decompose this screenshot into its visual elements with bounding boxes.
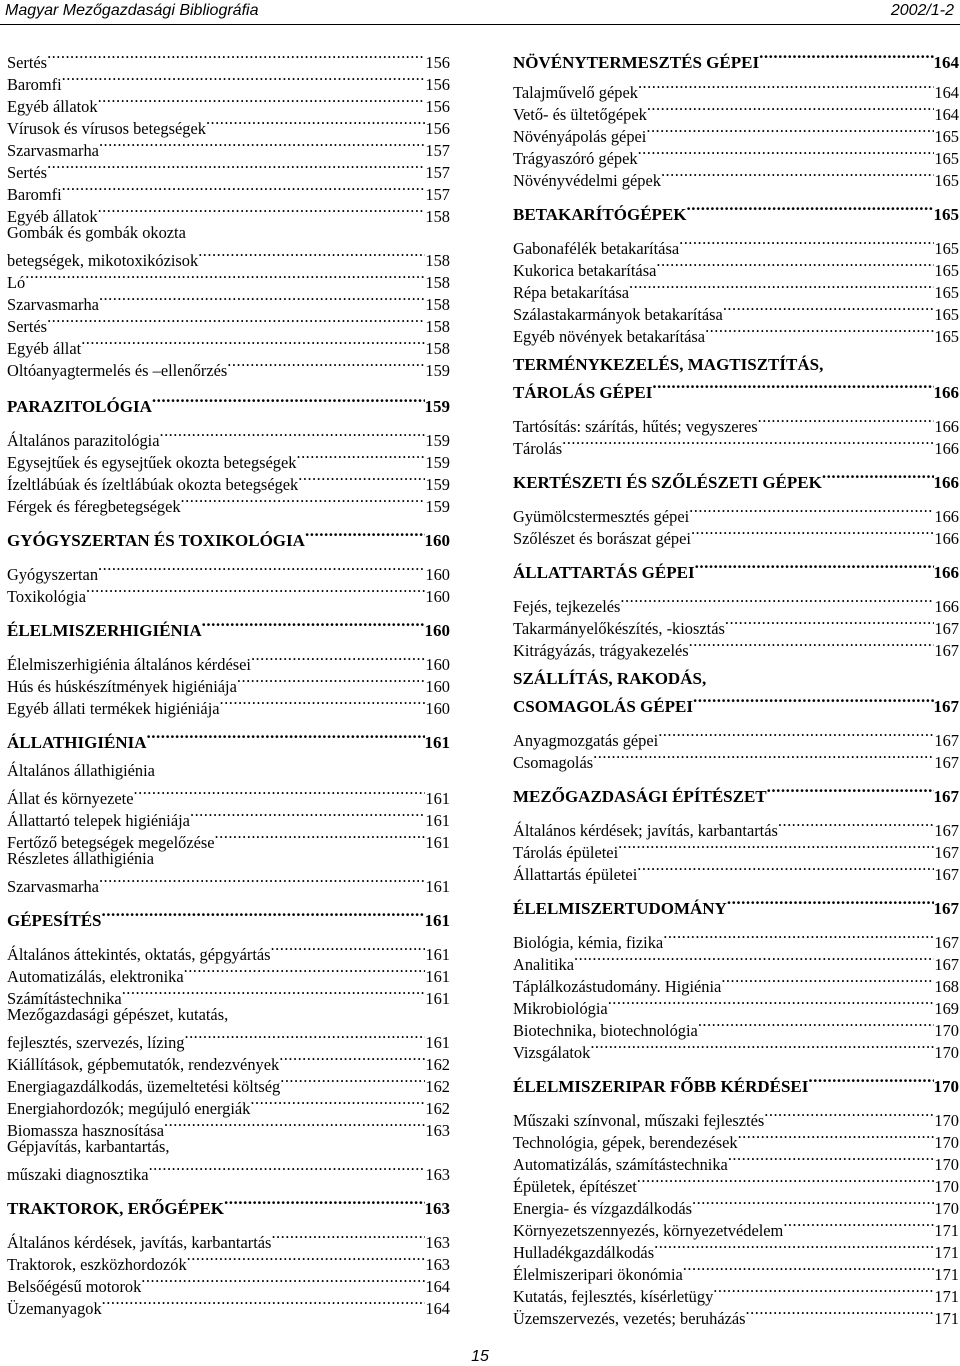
toc-entry: Energiagazdálkodás, üzemeltetési költség ..... 162 (7, 1070, 450, 1092)
toc-entry: Traktorok, eszközhordozók ..... 163 (7, 1248, 450, 1270)
toc-entry: Trágyaszóró gépek ..... 165 (513, 142, 959, 164)
toc-entry: Hús és húskészítmények higiéniája ..... 160 (7, 670, 450, 692)
toc-entry: Növényápolás gépei ..... 165 (513, 120, 959, 142)
toc-section-heading: PARAZITOLÓGIA ..... 159 (7, 390, 450, 412)
toc-entry: Sertés ..... 156 (7, 46, 450, 68)
toc-entry: Szarvasmarha ..... 161 (7, 870, 450, 892)
toc-entry: Férgek és féregbetegségek ..... 159 (7, 490, 450, 512)
toc-entry: Kitrágyázás, trágyakezelés ..... 167 (513, 634, 959, 656)
toc-entry: Sertés ..... 157 (7, 156, 450, 178)
toc-section-heading: ÉLELMISZERIPAR FŐBB KÉRDÉSEI ..... 170 (513, 1070, 959, 1092)
toc-entry: Analitika ..... 167 (513, 948, 959, 970)
toc-entry: műszaki diagnosztika ..... 163 (7, 1158, 450, 1180)
toc-entry: Biológia, kémia, fizika ..... 167 (513, 926, 959, 948)
toc-entry: betegségek, mikotoxikózisok ..... 158 (7, 244, 450, 266)
toc-section-heading: ÁLLATTARTÁS GÉPEI ..... 166 (513, 556, 959, 578)
toc-section-heading-line: SZÁLLÍTÁS, RAKODÁS, (513, 669, 707, 688)
toc-entry: Ízeltlábúak és ízeltlábúak okozta betegségek ..... 159 (7, 468, 450, 490)
toc-entry: Gyümölcstermesztés gépei ..... 166 (513, 500, 959, 522)
toc-entry: Általános kérdések; javítás, karbantartás ..... 167 (513, 814, 959, 836)
toc-entry: Ló ..... 158 (7, 266, 450, 288)
toc-entry: Tárolás ..... 166 (513, 432, 959, 454)
toc-section-heading: TRAKTOROK, ERŐGÉPEK ..... 163 (7, 1192, 450, 1214)
toc-entry: Takarmányelőkészítés, -kiosztás ..... 167 (513, 612, 959, 634)
toc-entry: Egyéb állati termékek higiéniája ..... 160 (7, 692, 450, 714)
toc-entry: Üzemszervezés, vezetés; beruházás ..... 171 (513, 1302, 959, 1324)
toc-entry: Növényvédelmi gépek ..... 165 (513, 164, 959, 186)
toc-entry: Vizsgálatok ..... 170 (513, 1036, 959, 1058)
toc-entry: Biomassza hasznosítása ..... 163 (7, 1114, 450, 1136)
toc-entry: Fertőző betegségek megelőzése ..... 161 (7, 826, 450, 848)
toc-section-heading: GÉPESÍTÉS ..... 161 (7, 904, 450, 926)
toc-entry: fejlesztés, szervezés, lízing ..... 161 (7, 1026, 450, 1048)
toc-entry: Oltóanyagtermelés és –ellenőrzés ..... 159 (7, 354, 450, 376)
toc-entry: Állattartás épületei ..... 167 (513, 858, 959, 880)
toc-column-left (7, 46, 450, 1318)
toc-entry: Egysejtűek és egysejtűek okozta betegségek ..... 159 (7, 446, 450, 468)
toc-entry: Szálastakarmányok betakarítása ..... 165 (513, 298, 959, 320)
toc-entry: Tartósítás: szárítás, hűtés; vegyszeres ..... 166 (513, 410, 959, 432)
issue-number: 2002/1-2 (890, 2, 954, 19)
toc-entry: Automatizálás, elektronika ..... 161 (7, 960, 450, 982)
toc-section-heading: ÉLELMISZERHIGIÉNIA ..... 160 (7, 614, 450, 636)
toc-entry: Belsőégésű motorok ..... 164 (7, 1270, 450, 1292)
toc-entry: Csomagolás ..... 167 (513, 746, 959, 768)
toc-entry: Kukorica betakarítása ..... 165 (513, 254, 959, 276)
header-rule (0, 24, 960, 25)
toc-entry: Energia- és vízgazdálkodás ..... 170 (513, 1192, 959, 1214)
toc-entry: Talajművelő gépek ..... 164 (513, 76, 959, 98)
toc-entry-line: Mezőgazdasági gépészet, kutatás, (7, 1005, 229, 1024)
toc-entry: Baromfi ..... 156 (7, 68, 450, 90)
toc-entry: Általános áttekintés, oktatás, gépgyártás ..... 161 (7, 938, 450, 960)
page-header (0, 0, 960, 30)
toc-entry: Kutatás, fejlesztés, kísérletügy ..... 171 (513, 1280, 959, 1302)
toc-entry: Állattartó telepek higiéniája ..... 161 (7, 804, 450, 826)
toc-entry: Szarvasmarha ..... 158 (7, 288, 450, 310)
toc-entry: Egyéb állat ..... 158 (7, 332, 450, 354)
toc-entry-line: Gombák és gombák okozta (7, 223, 186, 242)
toc-entry: Tárolás épületei ..... 167 (513, 836, 959, 858)
toc-entry: Vírusok és vírusos betegségek ..... 156 (7, 112, 450, 134)
toc-section-heading: MEZŐGAZDASÁGI ÉPÍTÉSZET ..... 167 (513, 780, 959, 802)
toc-entry-line: Gépjavítás, karbantartás, (7, 1137, 170, 1156)
toc-entry: Fejés, tejkezelés ..... 166 (513, 590, 959, 612)
toc-section-heading: ÉLELMISZERTUDOMÁNY ..... 167 (513, 892, 959, 914)
toc-entry: Általános kérdések, javítás, karbantartás ..... 163 (7, 1226, 450, 1248)
toc-entry: Vető- és ültetőgépek ..... 164 (513, 98, 959, 120)
toc-entry: Gabonafélék betakarítása ..... 165 (513, 232, 959, 254)
toc-section-heading: KERTÉSZETI ÉS SZŐLÉSZETI GÉPEK ..... 166 (513, 466, 959, 488)
toc-section-heading: CSOMAGOLÁS GÉPEI ..... 167 (513, 690, 959, 712)
toc-entry: Anyagmozgatás gépei ..... 167 (513, 724, 959, 746)
toc-entry: Biotechnika, biotechnológia ..... 170 (513, 1014, 959, 1036)
toc-entry: Élelmiszerhigiénia általános kérdései ..... 160 (7, 648, 450, 670)
toc-subheading: Részletes állathigiénia (7, 849, 155, 868)
toc-entry: Üzemanyagok ..... 164 (7, 1292, 450, 1314)
toc-entry: Automatizálás, számítástechnika ..... 170 (513, 1148, 959, 1170)
publication-title: Magyar Mezőgazdasági Bibliográfia (5, 2, 259, 19)
toc-entry: Mikrobiológia ..... 169 (513, 992, 959, 1014)
toc-entry: Táplálkozástudomány. Higiénia ..... 168 (513, 970, 959, 992)
toc-entry: Élelmiszeripari ökonómia ..... 171 (513, 1258, 959, 1280)
toc-section-heading: GYÓGYSZERTAN ÉS TOXIKOLÓGIA ..... 160 (7, 524, 450, 546)
toc-subheading: Általános állathigiénia (7, 761, 155, 780)
toc-entry: Környezetszennyezés, környezetvédelem ..... 171 (513, 1214, 959, 1236)
toc-entry: Egyéb állatok ..... 156 (7, 90, 450, 112)
toc-entry: Épületek, építészet ..... 170 (513, 1170, 959, 1192)
toc-entry: Szőlészet és borászat gépei ..... 166 (513, 522, 959, 544)
toc-entry: Egyéb állatok ..... 158 (7, 200, 450, 222)
toc-column-right (513, 46, 959, 1328)
page-number: 15 (471, 1348, 489, 1365)
toc-section-heading: ÁLLATHIGIÉNIA ..... 161 (7, 726, 450, 748)
toc-entry: Energiahordozók; megújuló energiák ..... 162 (7, 1092, 450, 1114)
toc-entry: Általános parazitológia ..... 159 (7, 424, 450, 446)
toc-entry: Számítástechnika ..... 161 (7, 982, 450, 1004)
toc-entry: Gyógyszertan ..... 160 (7, 558, 450, 580)
toc-entry: Technológia, gépek, berendezések ..... 170 (513, 1126, 959, 1148)
toc-entry: Toxikológia ..... 160 (7, 580, 450, 602)
toc-entry: Egyéb növények betakarítása ..... 165 (513, 320, 959, 342)
toc-entry: Szarvasmarha ..... 157 (7, 134, 450, 156)
toc-section-heading-line: TERMÉNYKEZELÉS, MAGTISZTÍTÁS, (513, 355, 824, 374)
toc-entry: Állat és környezete ..... 161 (7, 782, 450, 804)
toc-section-heading: NÖVÉNYTERMESZTÉS GÉPEI ..... 164 (513, 46, 959, 68)
toc-entry: Kiállítások, gépbemutatók, rendezvények ..... 162 (7, 1048, 450, 1070)
toc-entry: Sertés ..... 158 (7, 310, 450, 332)
toc-entry: Műszaki színvonal, műszaki fejlesztés ..... 170 (513, 1104, 959, 1126)
toc-section-heading: TÁROLÁS GÉPEI ..... 166 (513, 376, 959, 398)
toc-entry: Baromfi ..... 157 (7, 178, 450, 200)
toc-section-heading: BETAKARÍTÓGÉPEK ..... 165 (513, 198, 959, 220)
toc-entry: Hulladékgazdálkodás ..... 171 (513, 1236, 959, 1258)
toc-entry: Répa betakarítása ..... 165 (513, 276, 959, 298)
